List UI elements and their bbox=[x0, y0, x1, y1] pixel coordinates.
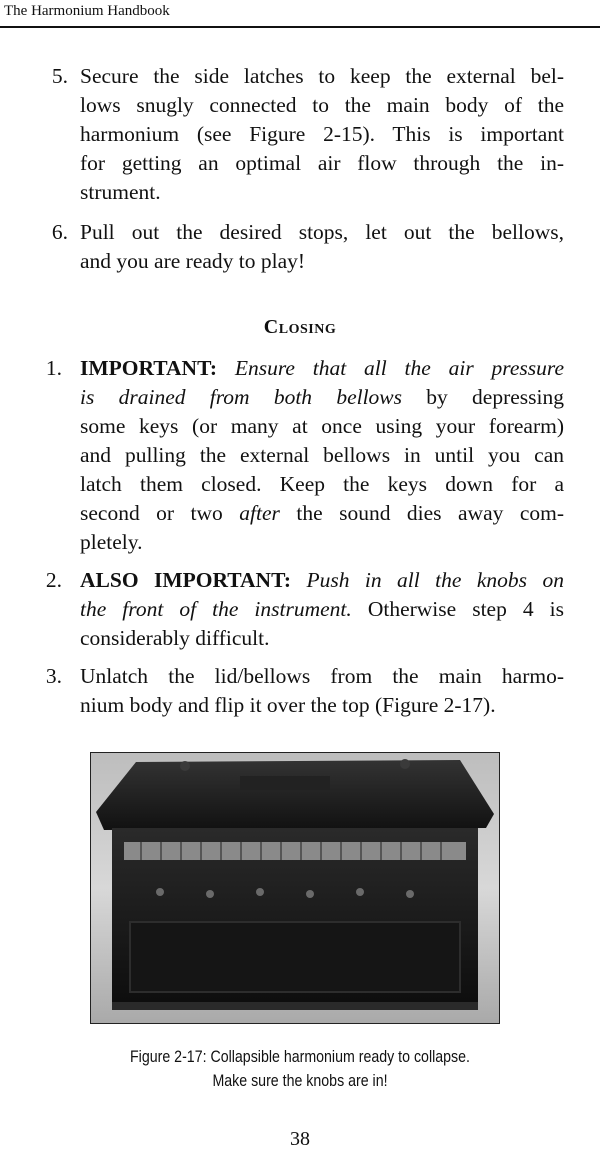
section-heading bbox=[0, 313, 600, 342]
caption-line: Figure 2-17: Collapsible harmonium ready to collapse. bbox=[130, 1048, 470, 1066]
base-trim bbox=[112, 1002, 478, 1010]
step-text bbox=[80, 218, 564, 276]
text-line: harmonium (see Figure 2-15). This is important bbox=[80, 122, 564, 146]
latch-left bbox=[180, 761, 190, 771]
text-line: and you are ready to play! bbox=[80, 249, 306, 273]
italic-text: after bbox=[239, 501, 280, 525]
latch-right bbox=[400, 759, 410, 769]
page-number: 38 bbox=[290, 1128, 310, 1150]
text-line bbox=[80, 499, 564, 528]
text-line bbox=[80, 566, 564, 595]
italic-text: the front of the instrument. bbox=[80, 597, 352, 621]
text-line: some keys (or many at once using your forearm) bbox=[80, 414, 564, 438]
text-line: pletely. bbox=[80, 530, 143, 554]
text-line: latch them closed. Keep the keys down for a bbox=[80, 472, 564, 496]
step-number: 3. bbox=[45, 664, 62, 688]
harmonium-photo bbox=[90, 752, 500, 1024]
text-line: Pull out the desired stops, let out the bellows, bbox=[80, 220, 564, 244]
text-line: Unlatch the lid/bellows from the main harmo- bbox=[80, 664, 564, 688]
step-text bbox=[80, 566, 564, 653]
step-number: 5. bbox=[51, 64, 68, 88]
keyboard-strip bbox=[124, 842, 466, 860]
text-line: and pulling the external bellows in until you can bbox=[80, 443, 564, 467]
harmonium-lid bbox=[96, 760, 494, 830]
text-line: for getting an optimal air flow through the in- bbox=[80, 151, 564, 175]
italic-text: Ensure that all the air pressure bbox=[234, 356, 564, 380]
plain-text: by depressing bbox=[426, 385, 564, 409]
running-header: The Harmonium Handbook bbox=[4, 3, 170, 19]
text-line: lows snugly connected to the main body of the bbox=[80, 93, 564, 117]
caption-line: Make sure the knobs are in! bbox=[212, 1072, 388, 1090]
plain-text: Otherwise step 4 is bbox=[367, 597, 565, 621]
plain-text: the sound dies away com- bbox=[296, 501, 564, 525]
section-heading-text: Closing bbox=[263, 316, 337, 338]
emphasis-label: IMPORTANT: bbox=[80, 356, 217, 380]
step-number: 2. bbox=[45, 568, 62, 592]
text-line bbox=[80, 383, 564, 412]
step-text bbox=[80, 662, 564, 720]
step-text bbox=[80, 62, 564, 207]
italic-text: is drained from both bellows bbox=[80, 385, 403, 409]
step-number: 1. bbox=[45, 356, 62, 380]
text-line bbox=[80, 354, 564, 383]
step-text bbox=[80, 354, 564, 557]
header-rule bbox=[0, 26, 600, 28]
lid-handle bbox=[240, 776, 330, 790]
step-number: 6. bbox=[51, 220, 68, 244]
plain-text: second or two bbox=[80, 501, 223, 525]
text-line: nium body and flip it over the top (Figure 2-17). bbox=[80, 693, 496, 717]
lower-panel bbox=[130, 922, 460, 992]
text-line bbox=[80, 595, 564, 624]
text-line: considerably difficult. bbox=[80, 626, 270, 650]
text-line: Secure the side latches to keep the external bel- bbox=[80, 64, 564, 88]
text-line: strument. bbox=[80, 180, 161, 204]
emphasis-label: ALSO IMPORTANT: bbox=[80, 568, 291, 592]
figure-caption bbox=[42, 1045, 558, 1093]
italic-text: Push in all the knobs on bbox=[306, 568, 564, 592]
